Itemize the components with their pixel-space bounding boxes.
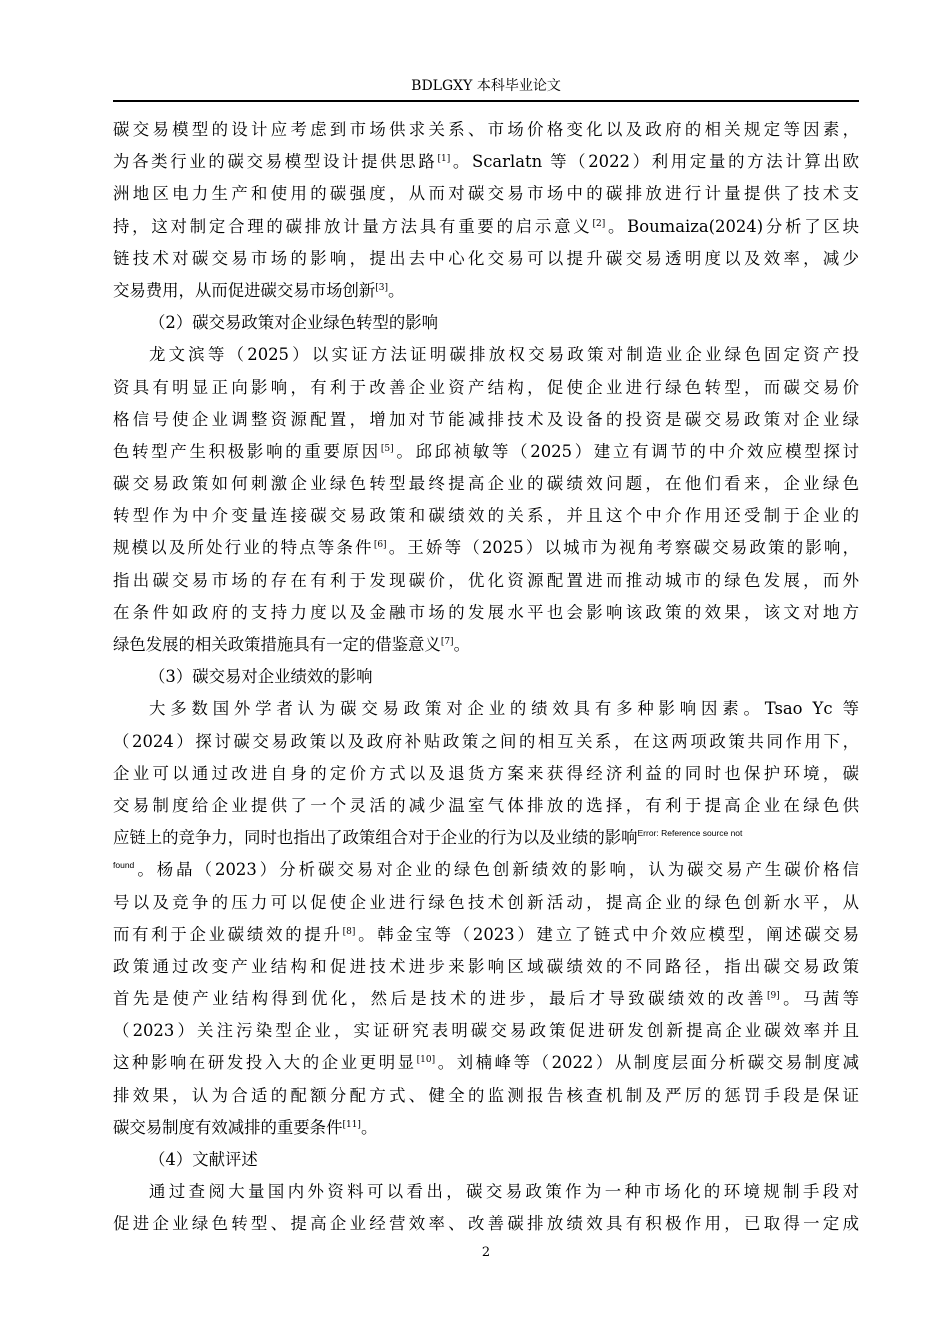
text-line (113, 822, 859, 854)
text-line (113, 726, 859, 758)
text-run: 绿色发展的相关政策措施具有一定的借鉴意义 (113, 635, 441, 654)
text-line (113, 275, 859, 307)
text-run: 规模以及所处行业的特点等条件 (113, 538, 374, 558)
text-line (113, 404, 859, 436)
text-line (113, 468, 859, 500)
citation-ref: [7] (440, 637, 454, 647)
text-run: 企业可以通过改进自身的定价方式以及退货方案来获得经济利益的同时也保护环境，碳 (113, 763, 859, 783)
text-line (113, 629, 859, 661)
text-line (113, 661, 859, 693)
reference-error: found (113, 860, 135, 871)
text-run: 交易费用，从而促进碳交易市场创新 (113, 280, 376, 300)
text-run: 这种影响在研发投入大的企业更明显 (113, 1053, 417, 1073)
text-run: 而有利于企业碳绩效的提升 (113, 924, 343, 944)
text-run: 龙文滨等（2025）以实证方法证明碳排放权交易政策对制造业企业绿色固定资产投 (149, 345, 859, 365)
text-line (113, 1176, 859, 1208)
text-run: （2024）探讨碳交易政策以及政府补贴政策之间的相互关系，在这两项政策共同作用下， (113, 731, 859, 751)
text-line (113, 1080, 859, 1112)
citation-ref: [8] (342, 926, 356, 937)
citation-ref: [3] (375, 282, 388, 293)
text-run: 号以及竞争的压力可以促使企业进行绿色技术创新活动，提高企业的绿色创新水平，从 (113, 892, 859, 912)
text-line (113, 758, 859, 790)
text-line (113, 919, 859, 951)
text-run: 。 (453, 635, 470, 654)
body-text (113, 114, 859, 1241)
citation-ref: [11] (342, 1119, 361, 1130)
text-line (113, 565, 859, 597)
text-line (113, 1015, 859, 1047)
text-line (113, 790, 859, 822)
citation-ref: [5] (380, 443, 394, 454)
text-line (113, 1208, 859, 1240)
text-line (113, 887, 859, 919)
text-line (113, 1144, 859, 1176)
text-run: 。 (360, 1117, 378, 1137)
text-run: 碳交易模型的设计应考虑到市场供求关系、市场价格变化以及政府的相关规定等因素， (113, 120, 859, 139)
text-run: 。韩金宝等（2023）建立了链式中介效应模型，阐述碳交易 (355, 924, 859, 944)
text-line (113, 532, 859, 564)
text-run: 色转型产生积极影响的重要原因 (113, 441, 381, 461)
text-run: 。马茜等 (779, 989, 859, 1009)
citation-ref: [2] (592, 218, 606, 229)
text-line (113, 693, 859, 725)
text-run: 持，这对制定合理的碳排放计量方法具有重要的启示意义 (113, 216, 593, 236)
text-run: 。邱邱祯敏等（2025）建立有调节的中介效应模型探讨 (393, 441, 859, 461)
text-line (113, 339, 859, 371)
text-run: 转型作为中介变量连接碳交易政策和碳绩效的关系，并且这个中介作用还受制于企业的 (113, 506, 859, 526)
text-run: 碳交易制度有效减排的重要条件 (113, 1117, 343, 1137)
reference-error: Error: Reference source not (637, 828, 743, 839)
text-line (113, 243, 859, 275)
text-run: 指出碳交易市场的存在有利于发现碳价，优化资源配置进而推动城市的绿色发展，而外 (113, 570, 859, 590)
text-run: 洲地区电力生产和使用的碳强度，从而对碳交易市场中的碳排放进行计量提供了技术支 (113, 184, 859, 204)
text-run: （2023）关注污染型企业，实证研究表明碳交易政策促进研发创新提高企业碳效率并且 (113, 1021, 859, 1041)
header-rule (113, 100, 859, 102)
text-run: 。杨晶（2023）分析碳交易对企业的绿色创新绩效的影响，认为碳交易产生碳价格信 (134, 860, 859, 880)
text-run: 为各类行业的碳交易模型设计提供思路 (113, 152, 438, 172)
text-line (113, 1112, 859, 1144)
text-line (113, 500, 859, 532)
text-run: 链技术对碳交易市场的影响，提出去中心化交易可以提升碳交易透明度以及效率，减少 (113, 248, 859, 268)
text-line (113, 307, 859, 339)
citation-ref: [10] (416, 1055, 436, 1066)
text-run: 碳交易政策如何刺激企业绿色转型最终提高企业的碳绩效问题，在他们看来，企业绿色 (113, 474, 859, 494)
text-line (113, 146, 859, 178)
text-line (113, 1047, 859, 1079)
text-run: 排效果，认为合适的配额分配方式、健全的监测报告核查机制及严厉的惩罚手段是保证 (113, 1085, 859, 1105)
text-run: 。王娇等（2025）以城市为视角考察碳交易政策的影响， (386, 538, 859, 558)
text-line (113, 436, 859, 468)
text-line (113, 597, 859, 629)
text-run: 。Boumaiza(2024)分析了区块 (605, 216, 859, 236)
text-run: 在条件如政府的支持力度以及金融市场的发展水平也会影响该政策的效果，该文对地方 (113, 602, 859, 622)
citation-ref: [1] (437, 154, 451, 165)
page-number: 2 (481, 1245, 491, 1260)
text-run: 。刘楠峰等（2022）从制度层面分析碳交易制度减 (435, 1053, 859, 1073)
running-header: BDLGXY 本科毕业论文 (411, 78, 561, 94)
text-line (113, 114, 859, 146)
text-run: （2）碳交易政策对企业绿色转型的影响 (149, 313, 439, 333)
text-run: 政策通过改变产业结构和促进技术进步来影响区域碳绩效的不同路径，指出碳交易政策 (113, 956, 859, 976)
citation-ref: [6] (373, 540, 387, 551)
text-run: （3）碳交易对企业绩效的影响 (149, 667, 373, 687)
text-run: 应链上的竞争力，同时也指出了政策组合对于企业的行为以及业绩的影响 (113, 828, 638, 848)
text-run: 首先是使产业结构得到优化，然后是技术的进步，最后才导致碳绩效的改善 (113, 989, 767, 1009)
text-run: 格信号使企业调整资源配置，增加对节能减排技术及设备的投资是碳交易政策对企业绿 (113, 409, 859, 429)
text-line (113, 178, 859, 210)
text-line (113, 983, 859, 1015)
text-run: （4）文献评述 (149, 1150, 258, 1169)
citation-ref: [9] (766, 991, 780, 1002)
text-line (113, 951, 859, 983)
text-run: 。Scarlatn 等（2022）利用定量的方法计算出欧 (450, 152, 859, 172)
text-run: 交易制度给企业提供了一个灵活的减少温室气体排放的选择，有利于提高企业在绿色供 (113, 795, 859, 815)
text-run: 大多数国外学者认为碳交易政策对企业的绩效具有多种影响因素。Tsao Yc 等 (149, 699, 859, 719)
text-line (113, 211, 859, 243)
text-run: 通过查阅大量国内外资料可以看出，碳交易政策作为一种市场化的环境规制手段对 (149, 1182, 859, 1202)
text-run: 。 (388, 280, 405, 300)
text-run: 促进企业绿色转型、提高企业经营效率、改善碳排放绩效具有积极作用，已取得一定成 (113, 1214, 859, 1234)
text-line (113, 854, 859, 886)
text-run: 资具有明显正向影响，有利于改善企业资产结构，促使企业进行绿色转型，而碳交易价 (113, 377, 859, 397)
text-line (113, 372, 859, 404)
